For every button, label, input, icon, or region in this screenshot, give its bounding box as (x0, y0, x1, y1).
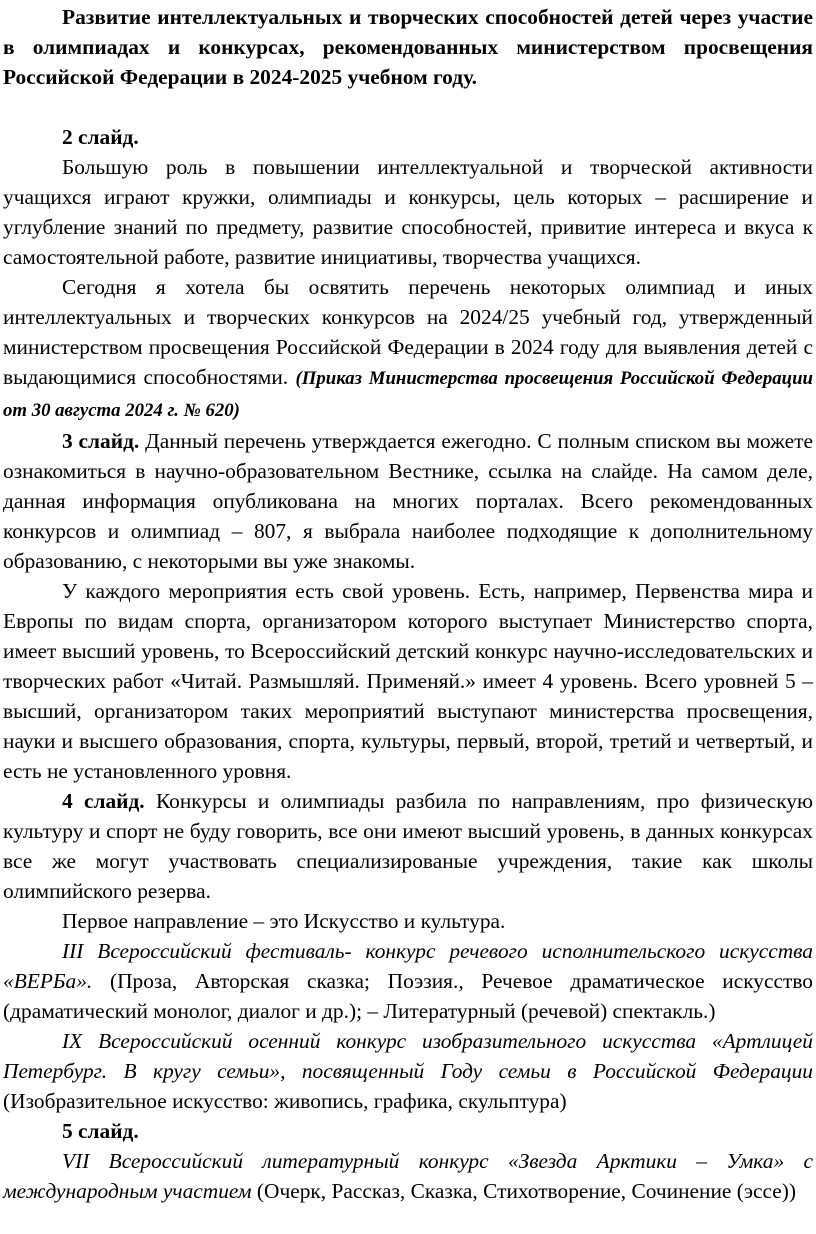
slide-4-contest-1-name: III Всероссийский фестиваль- конкурс речевого исполнительского искусства «ВЕРБа». (3, 939, 813, 993)
slide-4-paragraph-1 (3, 786, 813, 906)
slide-2-label: 2 слайд. (62, 125, 139, 149)
slide-4-paragraph-2: Первое направление – это Искусство и культура. (62, 909, 506, 933)
slide-4-contest-2-name: IX Всероссийский осенний конкурс изобразительного искусства «Артлицей Петербург. В кругу семьи», посвященный Году семьи в Российской Федерации (3, 1029, 813, 1083)
slide-4-contest-1 (3, 936, 813, 1026)
slide-3-paragraph-1 (3, 426, 813, 576)
slide-2-paragraph-2 (3, 272, 813, 426)
slide-4-contest-2-desc: (Изобразительное искусство: живопись, графика, скульптура) (3, 1089, 567, 1113)
slide-5-heading (3, 1116, 813, 1146)
slide-3-label: 3 слайд. (62, 429, 140, 453)
slide-2-paragraph-2-text: Сегодня я хотела бы освятить перечень некоторых олимпиад и иных интеллектуальных и творческих конкурсов на 2024/25 учебный год, утвержденный министерством просвещения Российской Федерации в 2024 году для выявления детей с выдающимися способностями. (3, 275, 813, 389)
order-reference: (Приказ Министерства просвещения Российской Федерации от 30 августа 2024 г. № 620) (3, 368, 813, 421)
slide-4-contest-2 (3, 1026, 813, 1116)
slide-4-contest-1-desc: (Проза, Авторская сказка; Поэзия., Речевое драматическое искусство (драматический монолог, диалог и др.); – Литературный (речевой) спектакль.) (3, 969, 813, 1023)
slide-5-contest-1-desc: (Очерк, Рассказ, Сказка, Стихотворение, Сочинение (эссе)) (256, 1179, 797, 1203)
slide-3-paragraph-1-text: Данный перечень утверждается ежегодно. С полным списком вы можете ознакомиться в научно-образовательном Вестнике, ссылка на слайде. На самом деле, данная информация опубликована на многих порталах. Всего рекомендованных конкурсов и олимпиад – 807, я выбрала наиболее подходящие к дополнительному образованию, с некоторыми вы уже знакомы. (3, 429, 813, 573)
slide-5-label: 5 слайд. (62, 1119, 139, 1143)
slide-5-contest-1-name: VII Всероссийский литературный конкурс «Звезда Арктики – Умка» с международным участием (3, 1149, 813, 1203)
slide-2-heading (3, 122, 813, 152)
slide-3-paragraph-2: У каждого мероприятия есть свой уровень. Есть, например, Первенства мира и Европы по видам спорта, организатором которого выступает Министерство спорта, имеет высший уровень, то Всероссийский детский конкурс научно-исследовательских и творческих работ «Читай. Размышляй. Применяй.» имеет 4 уровень. Всего уровней 5 – высший, организатором таких мероприятий выступают министерства просвещения, науки и высшего образования, спорта, культуры, первый, второй, третий и четвертый, и есть не установленного уровня. (3, 579, 813, 783)
slide-4-paragraph-1-text: Конкурсы и олимпиады разбила по направлениям, про физическую культуру и спорт не буду говорить, все они имеют высший уровень, в данных конкурсах все же могут участвовать специализированые учреждения, такие как школы олимпийского резерва. (3, 789, 813, 903)
slide-2-paragraph-1: Большую роль в повышении интеллектуальной и творческой активности учащихся играют кружки, олимпиады и конкурсы, цель которых – расширение и углубление знаний по предмету, развитие способностей, привитие интереса и вкуса к самостоятельной работе, развитие инициативы, творчества учащихся. (3, 155, 813, 269)
slide-4-label: 4 слайд. (62, 789, 145, 813)
document-title: Развитие интеллектуальных и творческих способностей детей через участие в олимпиадах и конкурсах, рекомендованных министерством просвещения Российской Федерации в 2024-2025 учебном году. (3, 5, 813, 89)
slide-5-contest-1 (3, 1146, 813, 1206)
